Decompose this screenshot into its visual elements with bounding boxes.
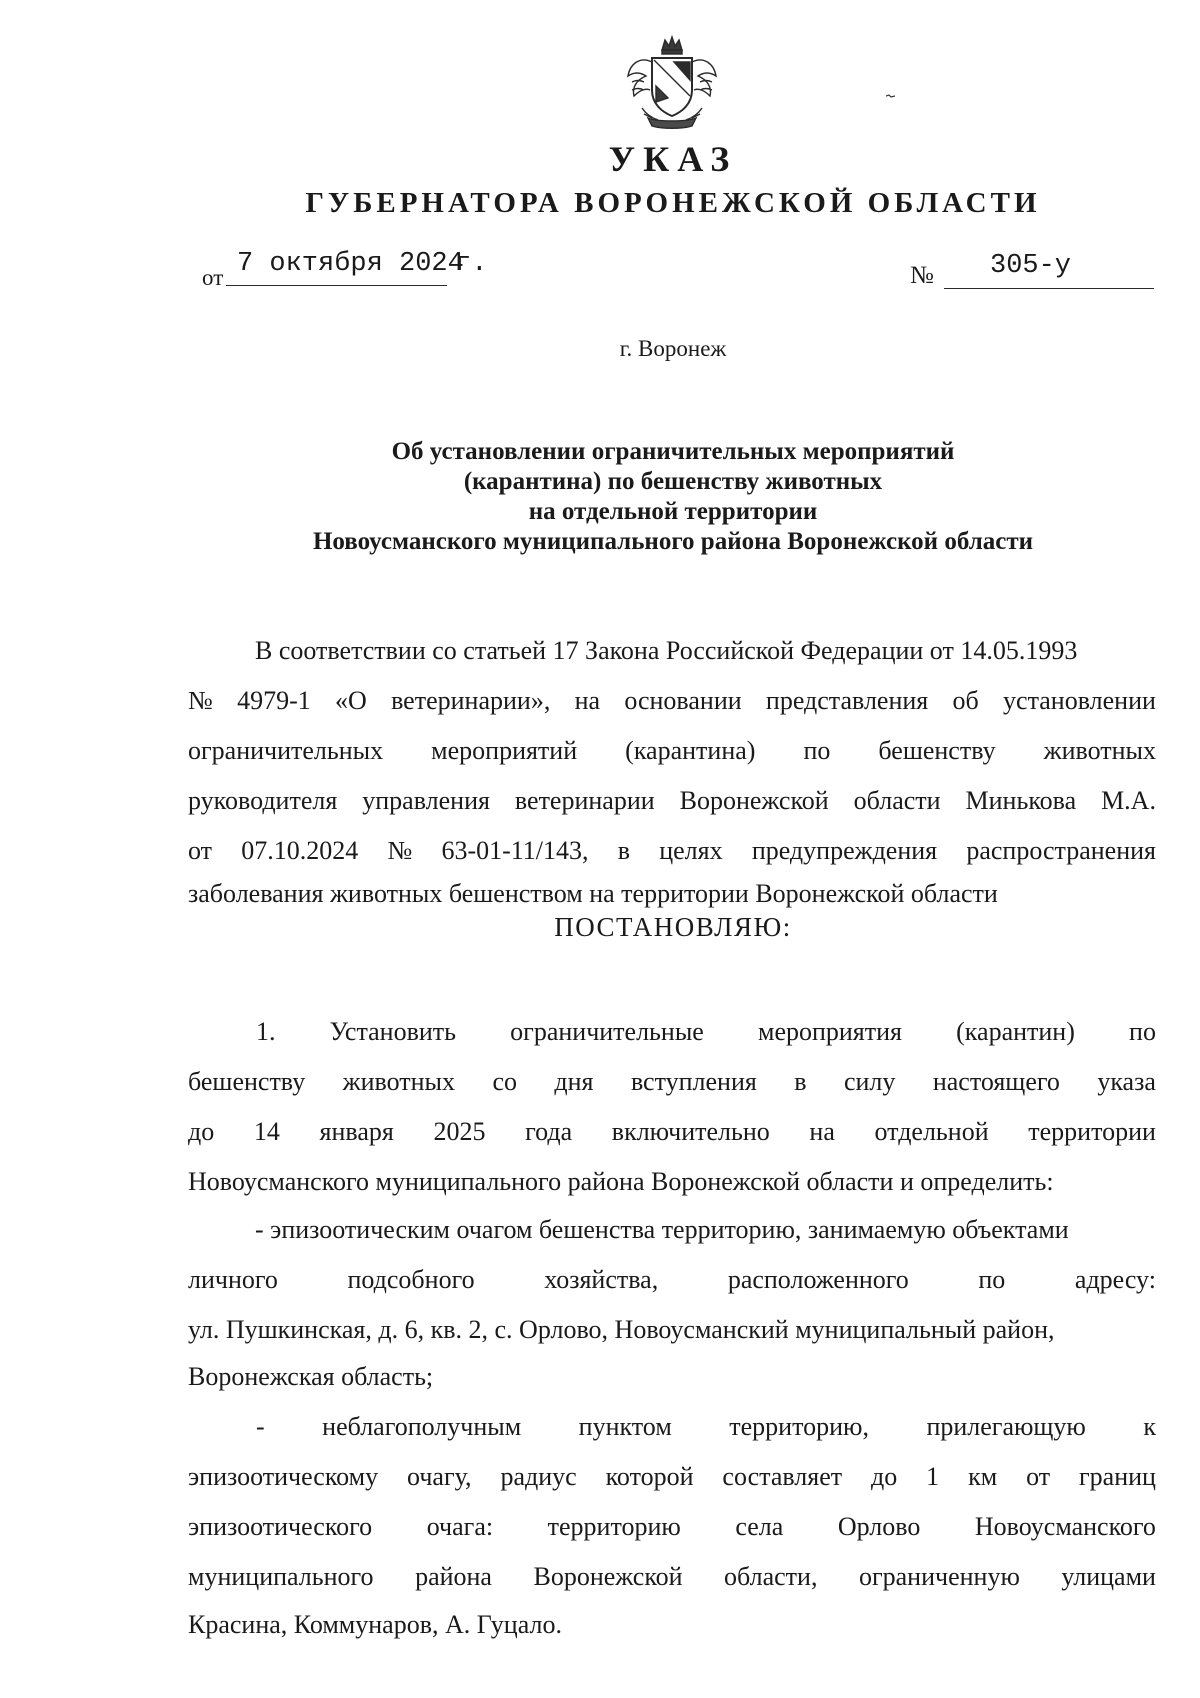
bullet-line: Воронежская область; (188, 1362, 434, 1391)
preamble-line: В соответствии со статьей 17 Закона Российской Федерации от 14.05.1993 (255, 636, 1078, 665)
word: до (871, 1462, 898, 1491)
word: Минькова (965, 786, 1077, 815)
word: установлении (1003, 686, 1156, 715)
item-line (188, 1117, 1156, 1147)
word: расположенного (727, 1265, 909, 1294)
word: эпизоотическому (188, 1462, 379, 1491)
decree-number: 305-у (990, 251, 1072, 281)
date-prefix: от (202, 265, 224, 290)
word: муниципального (188, 1562, 374, 1591)
item-line (188, 1067, 1156, 1097)
word: км (968, 1462, 998, 1491)
word: села (735, 1512, 784, 1541)
bullet-line (188, 1462, 1156, 1492)
date-underline (226, 285, 447, 286)
word: мероприятий (431, 736, 578, 765)
word: границ (1079, 1462, 1156, 1491)
word: включительно (611, 1117, 770, 1146)
word: № (188, 686, 213, 715)
word: М.А. (1101, 786, 1156, 815)
resolution-heading: ПОСТАНОВЛЯЮ: (554, 912, 792, 942)
word: Установить (329, 1017, 457, 1046)
subject-line: Новоусманского муниципального района Воронежской области (312, 528, 1034, 555)
bullet-line: Красина, Коммунаров, А. Гуцало. (188, 1610, 562, 1639)
bullet-line (188, 1512, 1156, 1542)
word: Воронежской (679, 786, 829, 815)
word: управления (362, 786, 490, 815)
decree-date: 7 октября 2024 (237, 249, 464, 279)
word: целях (659, 836, 723, 865)
word: об (952, 686, 979, 715)
word: № (387, 836, 413, 865)
decree-subtitle: ГУБЕРНАТОРА ВОРОНЕЖСКОЙ ОБЛАСТИ (305, 187, 1041, 219)
word: животных (1043, 736, 1156, 765)
word: в (794, 1067, 807, 1096)
word: личного (188, 1265, 278, 1294)
word: от (1026, 1462, 1051, 1491)
word: по (978, 1265, 1006, 1294)
word: от (188, 836, 213, 865)
item-line (256, 1017, 1156, 1047)
word: по (803, 736, 831, 765)
word: представления (765, 686, 929, 715)
word: со (492, 1067, 517, 1096)
word: прилегающую (926, 1412, 1086, 1441)
number-underline (944, 288, 1154, 289)
word: улицами (1061, 1562, 1156, 1591)
word: 1 (926, 1462, 940, 1491)
word: хозяйства, (544, 1265, 659, 1294)
word: (карантин) (956, 1017, 1075, 1046)
word: предупреждения (751, 836, 938, 865)
word: территорию, (729, 1412, 869, 1441)
word: которой (605, 1462, 694, 1491)
word: вступления (630, 1067, 757, 1096)
scan-speck (886, 94, 895, 98)
bullet-line (256, 1412, 1156, 1442)
word: бешенству (878, 736, 996, 765)
preamble-line (188, 686, 1156, 716)
word: 63-01-11/143, (441, 836, 589, 865)
word: января (319, 1117, 394, 1146)
word: до (188, 1117, 215, 1146)
word: по (1129, 1017, 1156, 1046)
subject-line: Об установлении ограничительных мероприятий (391, 438, 955, 465)
preamble-line (188, 836, 1156, 866)
word: дня (554, 1067, 594, 1096)
bullet-line (188, 1265, 1156, 1295)
bullet-line (188, 1562, 1156, 1592)
word: на (809, 1117, 835, 1146)
word: радиус (500, 1462, 577, 1491)
word: (карантина) (625, 736, 756, 765)
date-suffix: г. (455, 249, 488, 279)
word: настоящего (932, 1067, 1060, 1096)
coat-of-arms-icon (622, 34, 722, 134)
word: Орлово (837, 1512, 921, 1541)
word: области (853, 786, 941, 815)
number-prefix: № (910, 262, 934, 289)
word: пунктом (578, 1412, 672, 1441)
word: подсобного (347, 1265, 475, 1294)
word: района (415, 1562, 492, 1591)
word: силу (843, 1067, 896, 1096)
word: основании (624, 686, 742, 715)
word: - (256, 1412, 265, 1441)
word: Новоусманского (974, 1512, 1156, 1541)
decree-title: УКАЗ (608, 139, 738, 179)
word: области, (724, 1562, 818, 1591)
word: неблагополучным (322, 1412, 522, 1441)
bullet-line: ул. Пушкинская, д. 6, кв. 2, с. Орлово, Новоусманский муниципальный район, (188, 1315, 1055, 1344)
word: ограничительных (188, 736, 384, 765)
preamble-line: заболевания животных бешенством на территории Воронежской области (188, 879, 998, 908)
word: ограничительные (510, 1017, 704, 1046)
bullet-line: - эпизоотическим очагом бешенства территорию, занимаемую объектами (255, 1215, 1069, 1244)
word: распространения (966, 836, 1156, 865)
word: 1. (256, 1017, 276, 1046)
item-line: Новоусманского муниципального района Воронежской области и определить: (188, 1167, 1054, 1196)
word: животных (342, 1067, 456, 1096)
word: в (617, 836, 631, 865)
preamble-line (188, 786, 1156, 816)
word: составляет (722, 1462, 843, 1491)
word: руководителя (188, 786, 338, 815)
word: территорию (547, 1512, 681, 1541)
word: указа (1097, 1067, 1156, 1096)
preamble-line (188, 736, 1156, 766)
word: 2025 (433, 1117, 486, 1146)
word: очагу, (407, 1462, 472, 1491)
decree-subject (0, 437, 1200, 557)
word: 4979-1 (237, 686, 311, 715)
word: к (1143, 1412, 1156, 1441)
word: мероприятия (757, 1017, 902, 1046)
word: ограниченную (858, 1562, 1020, 1591)
word: Воронежской (533, 1562, 683, 1591)
word: на (574, 686, 601, 715)
word: «О (335, 686, 367, 715)
word: очага: (426, 1512, 494, 1541)
word: территории (1028, 1117, 1156, 1146)
word: ветеринарии», (391, 686, 551, 715)
word: адресу: (1074, 1265, 1156, 1294)
city: г. Воронеж (619, 336, 727, 361)
word: ветеринарии (514, 786, 655, 815)
word: бешенству (188, 1067, 306, 1096)
word: 14 (253, 1117, 280, 1146)
word: 07.10.2024 (241, 836, 359, 865)
word: года (525, 1117, 573, 1146)
word: эпизоотического (188, 1512, 373, 1541)
subject-line: (карантина) по бешенству животных (463, 468, 883, 495)
word: отдельной (874, 1117, 989, 1146)
subject-line: на отдельной территории (528, 498, 818, 525)
